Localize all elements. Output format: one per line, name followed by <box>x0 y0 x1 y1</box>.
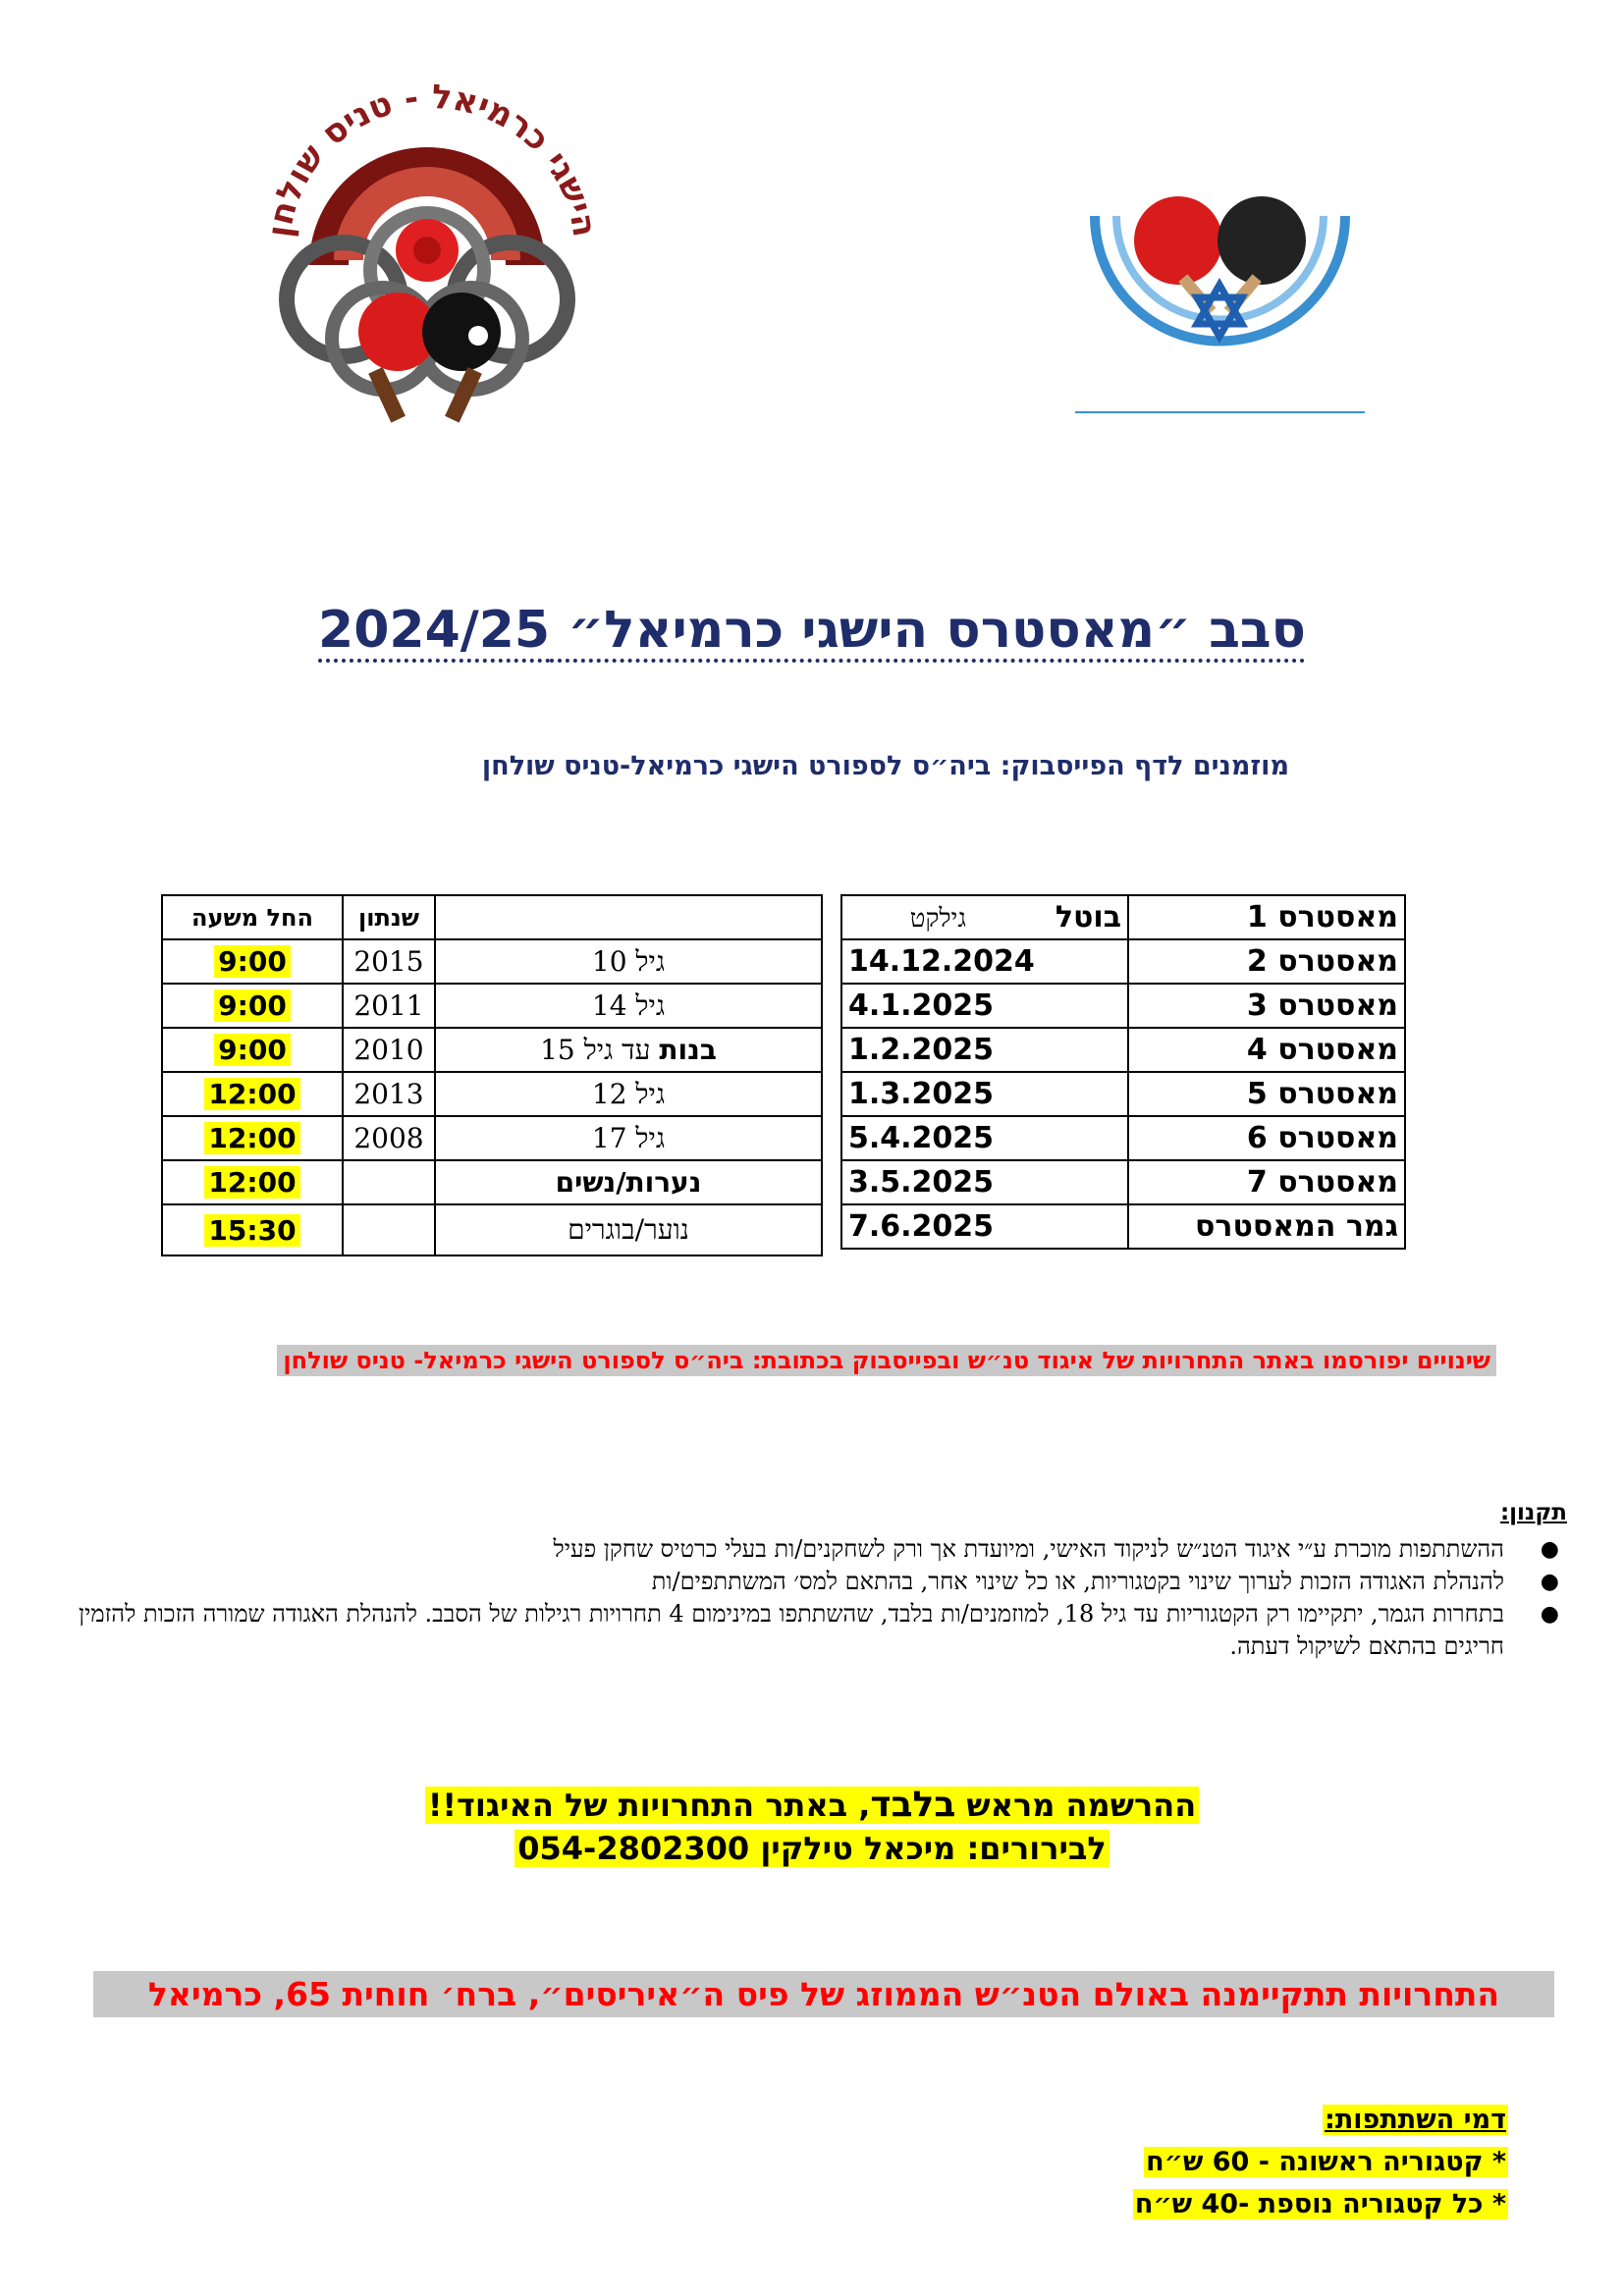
schedule-note: גילקט <box>909 904 966 934</box>
table-row <box>841 895 1405 939</box>
table-row <box>841 1160 1405 1204</box>
table-header-row <box>162 895 822 939</box>
time-cell <box>162 939 343 984</box>
schedule-date-cell: 1.2.2025 <box>841 1028 1128 1072</box>
year-cell: 2011 <box>343 984 435 1028</box>
table-row <box>841 984 1405 1028</box>
bullet-icon: ● <box>1540 1602 1559 1627</box>
start-time: 9:00 <box>214 1034 291 1066</box>
category-header <box>435 895 822 939</box>
registration-part3: , באתר התחרויות של האיגוד!! <box>427 1787 871 1824</box>
time-cell <box>162 1204 343 1255</box>
schedule-date-cell: 5.4.2025 <box>841 1116 1128 1160</box>
category-cell <box>435 1028 822 1072</box>
bullet-icon: ● <box>1540 1537 1559 1562</box>
year-cell: 2010 <box>343 1028 435 1072</box>
list-item <box>75 1533 1567 1566</box>
regulations-title: תקנון: <box>1499 1500 1567 1525</box>
category-bold-label: בנות <box>659 1033 717 1066</box>
year-cell: 2008 <box>343 1116 435 1160</box>
registration-text <box>425 1787 1199 1824</box>
table-row <box>162 1160 822 1204</box>
cancelled-label: בוטל <box>1055 900 1121 934</box>
table-row <box>162 1072 822 1116</box>
fees-title: דמי השתתפות: <box>1325 2105 1506 2135</box>
association-logo <box>1075 187 1365 417</box>
start-time: 12:00 <box>204 1122 299 1154</box>
list-item <box>75 1598 1567 1663</box>
page-title: סבב ״מאסטרס הישגי כרמיאל״ 2024/25 <box>318 601 1306 660</box>
schedule-date-cell: 4.1.2025 <box>841 984 1128 1028</box>
category-cell: גיל 14 <box>435 984 822 1028</box>
schedule-name-cell: מאסטרס 1 <box>1128 895 1405 939</box>
category-cell: נוער/בוגרים <box>435 1204 822 1255</box>
table-row <box>841 1204 1405 1249</box>
table-row <box>841 939 1405 984</box>
schedule-name-cell: מאסטרס 7 <box>1128 1160 1405 1204</box>
category-label: עד גיל 15 <box>540 1033 651 1066</box>
categories-table <box>161 894 823 1256</box>
time-cell <box>162 1072 343 1116</box>
table-row <box>162 1204 822 1255</box>
year-cell: 2015 <box>343 939 435 984</box>
schedule-date-cell: 1.3.2025 <box>841 1072 1128 1116</box>
table-row <box>841 1072 1405 1116</box>
location-notice: התחרויות תתקיימנה באולם הטנ״ש הממוזג של פיס ה״איריסים״, ברח׳ חוחית 65, כרמיאל <box>93 1971 1554 2017</box>
schedule-name-cell: גמר המאסטרס <box>1128 1204 1405 1249</box>
category-cell: גיל 17 <box>435 1116 822 1160</box>
registration-emphasis: בלבד <box>870 1785 956 1825</box>
category-cell: גיל 10 <box>435 939 822 984</box>
contact-text: לבירורים: מיכאל טילקין 054-2802300 <box>514 1830 1110 1867</box>
schedule-date-cell: 7.6.2025 <box>841 1204 1128 1249</box>
registration-line <box>0 1785 1624 1825</box>
year-cell <box>343 1204 435 1255</box>
fee-line: * כל קטגוריה נוספת -40 ש״ח <box>1134 2189 1506 2219</box>
schedule-status-cell <box>841 895 1128 939</box>
year-cell: 2013 <box>343 1072 435 1116</box>
table-row <box>162 939 822 984</box>
contact-line <box>0 1830 1624 1867</box>
bullet-icon: ● <box>1540 1570 1559 1594</box>
start-time: 12:00 <box>204 1166 299 1199</box>
schedule-name-cell: מאסטרס 2 <box>1128 939 1405 984</box>
table-row <box>162 1116 822 1160</box>
list-item <box>75 1566 1567 1598</box>
time-cell <box>162 1028 343 1072</box>
time-cell <box>162 984 343 1028</box>
regulation-text: ההשתתפות מוכרת ע״י איגוד הטנ״ש לניקוד האישי, ומיועדת אך ורק לשחקנים/ות בעלי כרטיס שחקן פעיל <box>553 1535 1504 1563</box>
table-row <box>841 1116 1405 1160</box>
regulation-text: בתחרות הגמר, יתקיימו רק הקטגוריות עד גיל 18, למוזמנים/ות בלבד, שהשתתפו במינימום 4 תחרויות רגילות של הסבב. להנהלת האגודה שמורה הזכות להזמין חריגים בהתאם לשיקול דעתה. <box>78 1600 1504 1660</box>
time-cell <box>162 1116 343 1160</box>
time-header: החל משעה <box>162 895 343 939</box>
year-cell <box>343 1160 435 1204</box>
start-time: 15:30 <box>204 1214 299 1247</box>
changes-notice: שינויים יפורסמו באתר התחרויות של איגוד טנ״ש ובפייסבוק בכתובת: ביה״ס לספורט הישגי כרמיאל- טניס שולחן <box>277 1345 1496 1376</box>
schedule-name-cell: מאסטרס 6 <box>1128 1116 1405 1160</box>
category-cell: גיל 12 <box>435 1072 822 1116</box>
table-row <box>162 984 822 1028</box>
schedule-name-cell: מאסטרס 3 <box>1128 984 1405 1028</box>
start-time: 12:00 <box>204 1078 299 1110</box>
schedule-table <box>840 894 1406 1250</box>
club-logo <box>250 79 604 442</box>
facebook-invite: מוזמנים לדף הפייסבוק: ביה״ס לספורט הישגי כרמיאל-טניס שולחן <box>481 751 1289 781</box>
schedule-date-cell: 14.12.2024 <box>841 939 1128 984</box>
start-time: 9:00 <box>214 945 291 978</box>
table-row <box>841 1028 1405 1072</box>
regulation-text: להנהלת האגודה הזכות לערוך שינוי בקטגוריות, או כל שינוי אחר, בהתאם למס׳ המשתתפים/ות <box>651 1568 1504 1595</box>
schedule-name-cell: מאסטרס 4 <box>1128 1028 1405 1072</box>
category-bold-label: נערות/נשים <box>555 1166 702 1199</box>
schedule-name-cell: מאסטרס 5 <box>1128 1072 1405 1116</box>
start-time: 9:00 <box>214 989 291 1022</box>
fee-line: * קטגוריה ראשונה - 60 ש״ח <box>1146 2147 1506 2177</box>
fees-section <box>1133 2101 1508 2227</box>
regulations-list <box>75 1533 1567 1663</box>
year-header: שנתון <box>343 895 435 939</box>
table-row <box>162 1028 822 1072</box>
category-cell <box>435 1160 822 1204</box>
logo-arc-text: הישגי כרמיאל - טניס שולחן <box>259 79 604 240</box>
time-cell <box>162 1160 343 1204</box>
registration-part1: ההרשמה מראש <box>966 1787 1197 1824</box>
schedule-date-cell: 3.5.2025 <box>841 1160 1128 1204</box>
